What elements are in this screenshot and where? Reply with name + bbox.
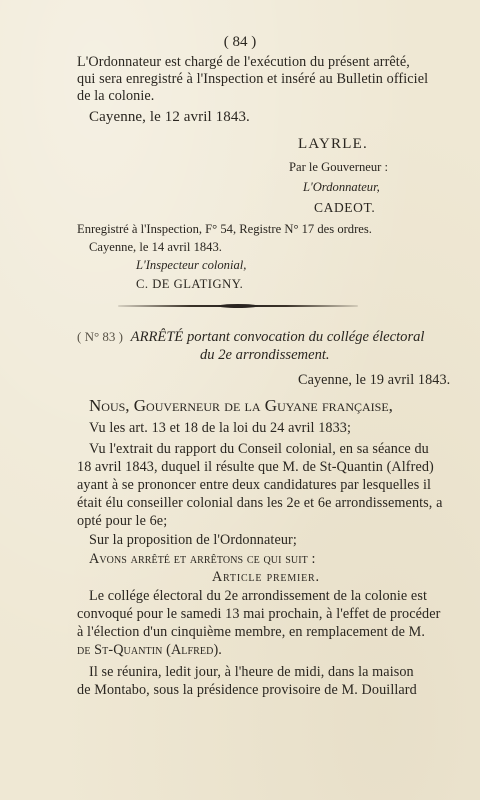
registre-line: Enregistré à l'Inspection, F° 54, Registre N° 17 des ordres.: [77, 222, 372, 236]
registre-date: Cayenne, le 14 avril 1843.: [89, 240, 222, 254]
paragraph-line: Vu l'extrait du rapport du Conseil colonial, en sa séance du: [89, 441, 429, 457]
section-divider: [118, 305, 358, 307]
page-number: ( 84 ): [223, 34, 257, 50]
decree-title-line2: du 2e arrondissement.: [200, 347, 330, 363]
date-line: Cayenne, le 12 avril 1843.: [89, 109, 250, 125]
paragraph-line: à l'élection d'un cinquième membre, en remplacement de M.: [77, 624, 426, 640]
signature-ordonnateur: CADEOT.: [314, 200, 376, 215]
inspecteur-title: L'Inspecteur colonial,: [136, 258, 247, 272]
paragraph-line: de St-Quantin (Alfred).: [77, 642, 222, 658]
article-heading: Article premier.: [212, 569, 320, 585]
nous-line: Nous, Gouverneur de la Guyane française,: [89, 396, 393, 415]
avons-line: Avons arrêté et arrêtons ce qui suit :: [89, 551, 316, 567]
paragraph-line: Il se réunira, ledit jour, à l'heure de midi, dans la maison: [89, 664, 414, 680]
decree-number: ( N° 83 ): [77, 329, 123, 344]
decree-date: Cayenne, le 19 avril 1843.: [298, 372, 451, 388]
signature-governor: LAYRLE.: [298, 136, 368, 152]
paragraph-line: ayant à se prononcer entre deux candidatures par lesquelles il: [77, 477, 432, 493]
paragraph-line: de Montabo, sous la présidence provisoire de M. Douillard: [77, 682, 417, 698]
paragraph-line: de la colonie.: [77, 88, 155, 104]
decree-heading: [77, 329, 424, 346]
paragraph-line: Le collége électoral du 2e arrondissement de la colonie est: [89, 588, 427, 604]
paragraph-line: convoqué pour le samedi 13 mai prochain, à l'effet de procéder: [77, 606, 441, 622]
paragraph-line: L'Ordonnateur est chargé de l'exécution du présent arrêté,: [77, 54, 410, 70]
paragraph-line: était élu conseiller colonial dans les 2e et 6e arrondissements, a: [77, 495, 443, 511]
paragraph-line: 18 avril 1843, duquel il résulte que M. de St-Quantin (Alfred): [77, 459, 434, 475]
signature-inspecteur: C. DE GLATIGNY.: [136, 277, 244, 291]
proposition-line: Sur la proposition de l'Ordonnateur;: [89, 532, 297, 548]
paragraph-line: qui sera enregistré à l'Inspection et inséré au Bulletin officiel: [77, 71, 429, 87]
ordonnateur-title: L'Ordonnateur,: [303, 180, 380, 194]
decree-title: ARRÊTÉ portant convocation du collége électoral: [130, 329, 425, 345]
par-le-gouverneur: Par le Gouverneur :: [289, 160, 388, 174]
paragraph-line: opté pour le 6e;: [77, 513, 168, 529]
vu-line: Vu les art. 13 et 18 de la loi du 24 avril 1833;: [89, 420, 352, 436]
